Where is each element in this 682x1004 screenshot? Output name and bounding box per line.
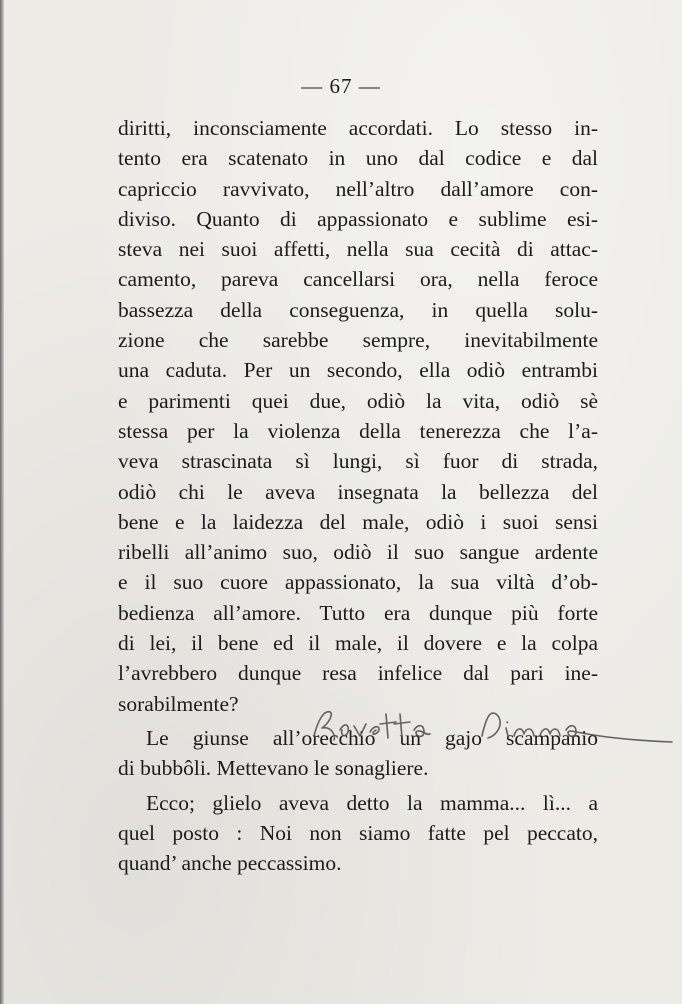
text-line: capriccio ravvivato, nell’altro dall’amore con- <box>118 176 598 201</box>
text-line: quel posto : Noi non siamo fatte pel peccato, <box>118 820 598 845</box>
text-line: stessa per la violenza della tenerezza che l’a- <box>118 418 598 443</box>
text-line: diritti, inconsciamente accordati. Lo stesso in- <box>118 116 598 140</box>
text-line: quand’ anche peccassimo. <box>118 851 342 876</box>
text-line: sorabilmente? <box>118 691 239 716</box>
text-line: bene e la laidezza del male, odiò i suoi sensi <box>118 509 598 534</box>
text-line: camento, pareva cancellarsi ora, nella feroce <box>118 267 598 292</box>
text-line: l’avrebbero dunque resa infelice dal pari ine- <box>118 661 598 686</box>
handwritten-signature <box>300 700 680 750</box>
text-line: tento era scatenato in uno dal codice e dal <box>118 146 598 171</box>
text-line: diviso. Quanto di appassionato e sublime esi- <box>118 206 598 231</box>
text-line: e parimenti quei due, odiò la vita, odiò sè <box>118 388 598 413</box>
text-line: bassezza della conseguenza, in quella solu- <box>118 297 598 322</box>
page-binding-shadow <box>0 0 4 1004</box>
text-line: odiò chi le aveva insegnata la bellezza del <box>118 479 598 504</box>
text-line: zione che sarebbe sempre, inevitabilmente <box>118 328 598 353</box>
text-line: veva strascinata sì lungi, sì fuor di strada, <box>118 449 598 474</box>
text-line: una caduta. Per un secondo, ella odiò entrambi <box>118 358 598 383</box>
paragraph-start-line: Le giunse all’orecchio un gajo scampanio <box>146 725 598 750</box>
paragraph-start-line: Ecco; glielo aveva detto la mamma... lì... a <box>146 790 598 815</box>
text-line: bedienza all’amore. Tutto era dunque più forte <box>118 600 598 625</box>
text-line: ribelli all’animo suo, odiò il suo sangue ardente <box>118 540 598 565</box>
text-line: e il suo cuore appassionato, la sua viltà d’ob- <box>118 570 598 595</box>
body-text <box>118 113 598 878</box>
page-number: — 67 — <box>301 74 381 98</box>
text-line: di bubbôli. Mettevano le sonagliere. <box>118 756 429 781</box>
text-line: di lei, il bene ed il male, il dovere e la colpa <box>118 631 598 656</box>
text-line: steva nei suoi affetti, nella sua cecità di attac- <box>118 237 598 262</box>
